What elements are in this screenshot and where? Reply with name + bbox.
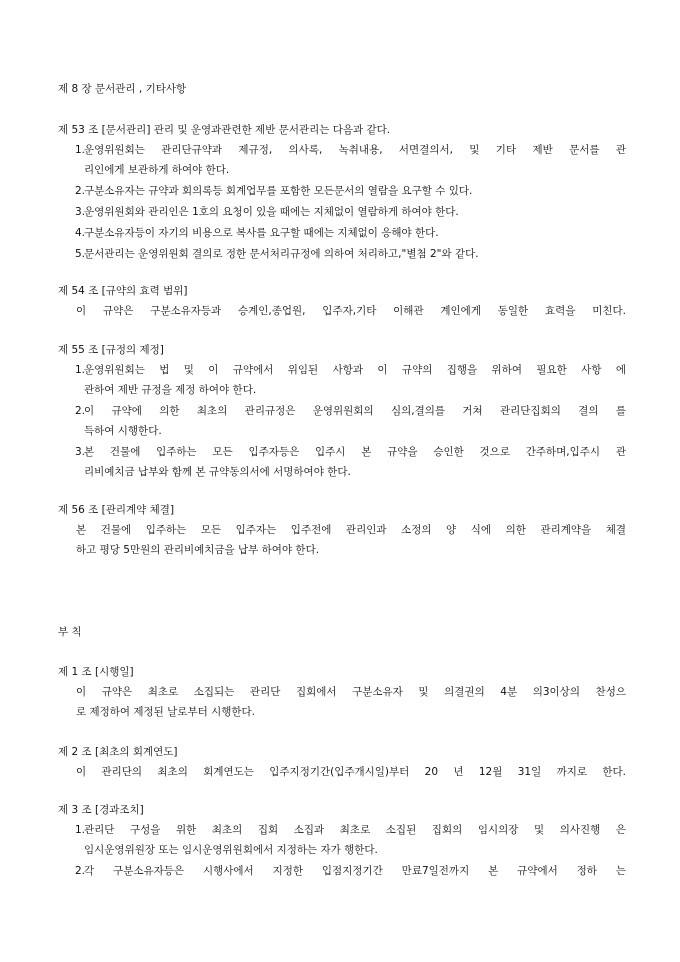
article-54-heading: 제 54 조 [규약의 효력 범위]	[58, 285, 188, 297]
supplementary-article-2	[58, 742, 626, 782]
item-number: 2.	[75, 405, 86, 417]
article-55	[58, 340, 626, 483]
item-line: 임시운영위원장 또는 임시운영위원회에서 지정하는 자가 행한다.	[84, 844, 378, 856]
item-line: 리비예치금 납부와 함께 본 규약동의서에 서명하여야 한다.	[84, 466, 351, 478]
item-line: 구분소유자등이 자기의 비용으로 복사를 요구할 때에는 지체없이 응해야 한다.	[84, 227, 439, 239]
item-line: 이 규약에 의한 최초의 관리규정은 운영위원회의 심의,결의를 거쳐 관리단집회의 결의 를	[84, 405, 626, 417]
article-56-line: 본 건물에 입주하는 모든 입주자는 입주전에 관리인과 소정의 양 식에 의한 관리계약을 체결	[76, 524, 626, 536]
supplementary-article-3-heading: 제 3 조 [경과조치]	[58, 804, 144, 816]
article-53-heading: 제 53 조 [문서관리] 관리 및 운영과관련한 제반 문서관리는 다음과 같다.	[58, 124, 391, 136]
item-number: 2.	[75, 185, 86, 197]
article-53-list	[58, 140, 626, 264]
supplementary-title: 부 칙	[58, 626, 82, 638]
list-item	[58, 202, 626, 222]
supplementary-article-3	[58, 800, 626, 882]
supplementary-article-1-line: 로 제정하여 제정된 날로부터 시행한다.	[76, 706, 255, 718]
item-number: 1.	[75, 364, 86, 376]
supplementary-article-2-body: 이 관리단의 최초의 회계연도는 입주지정기간(입주개시일)부터 20 년 12월 31일 까지로 한다.	[76, 766, 626, 778]
item-line: 본 건물에 입주하는 모든 입주자등은 입주시 본 규약을 승인한 것으로 간주하며,입주시 관	[84, 446, 626, 458]
supplementary-article-2-heading: 제 2 조 [최초의 회계연도]	[58, 746, 178, 758]
supplementary-article-1-line: 이 규약은 최초로 소집되는 관리단 집회에서 구분소유자 및 의결권의 4분 의3이상의 찬성으	[76, 686, 626, 698]
list-item	[58, 140, 626, 180]
item-line: 관리단 구성을 위한 최초의 집회 소집과 최초로 소집된 집회의 임시의장 및 의사진행 은	[84, 824, 626, 836]
item-line: 구분소유자는 규약과 회의록등 회계업무를 포함한 모든문서의 열람을 요구할 수 있다.	[84, 185, 473, 197]
item-line: 운영위원회는 관리단규약과 제규정, 의사록, 녹취내용, 서면결의서, 및 기타 제반 문서를 관	[84, 144, 626, 156]
article-56	[58, 500, 626, 560]
item-line: 문서관리는 운영위원회 결의로 정한 문서처리규정에 의하여 처리하고,"별첨 2"와 같다.	[84, 248, 479, 260]
chapter-title: 제 8 장 문서관리 , 기타사항	[58, 83, 187, 95]
item-line: 운영위원회와 관리인은 1호의 요청이 있을 때에는 지체없이 열람하게 하여야 한다.	[84, 206, 459, 218]
list-item	[58, 223, 626, 243]
article-55-heading: 제 55 조 [규정의 제정]	[58, 344, 164, 356]
article-53	[58, 120, 626, 265]
article-54-body: 이 규약은 구분소유자등과 승계인,종업원, 입주자,기타 이해관 계인에게 동일한 효력을 미친다.	[76, 305, 626, 317]
item-number: 1.	[75, 824, 86, 836]
article-56-line: 하고 평당 5만원의 관리비예치금을 납부 하여야 한다.	[76, 544, 320, 556]
supplementary-article-3-list	[58, 820, 626, 881]
list-item	[58, 244, 626, 264]
list-item	[58, 360, 626, 400]
article-55-list	[58, 360, 626, 482]
item-line: 관하여 제반 규정을 제정 하여야 한다.	[84, 384, 257, 396]
item-number: 3.	[75, 446, 86, 458]
list-item	[58, 442, 626, 482]
item-line: 득하여 시행한다.	[84, 425, 162, 437]
item-number: 2.	[75, 865, 86, 877]
item-line: 각 구분소유자등은 시행사에서 지정한 입점지정기간 만료7일전까지 본 규약에서 정하 는	[84, 865, 626, 877]
list-item	[58, 181, 626, 201]
item-number: 3.	[75, 206, 86, 218]
item-number: 5.	[75, 248, 86, 260]
article-54	[58, 281, 626, 321]
supplementary-article-1	[58, 662, 626, 722]
list-item	[58, 401, 626, 441]
item-number: 1.	[75, 144, 86, 156]
supplementary-article-1-heading: 제 1 조 [시행일]	[58, 666, 134, 678]
item-line: 운영위원회는 법 및 이 규약에서 위임된 사항과 이 규약의 집행을 위하여 필요한 사항 에	[84, 364, 626, 376]
list-item	[58, 820, 626, 860]
item-line: 리인에게 보관하게 하여야 한다.	[84, 164, 230, 176]
article-56-heading: 제 56 조 [관리계약 체결]	[58, 504, 175, 516]
item-number: 4.	[75, 227, 86, 239]
list-item	[58, 861, 626, 881]
